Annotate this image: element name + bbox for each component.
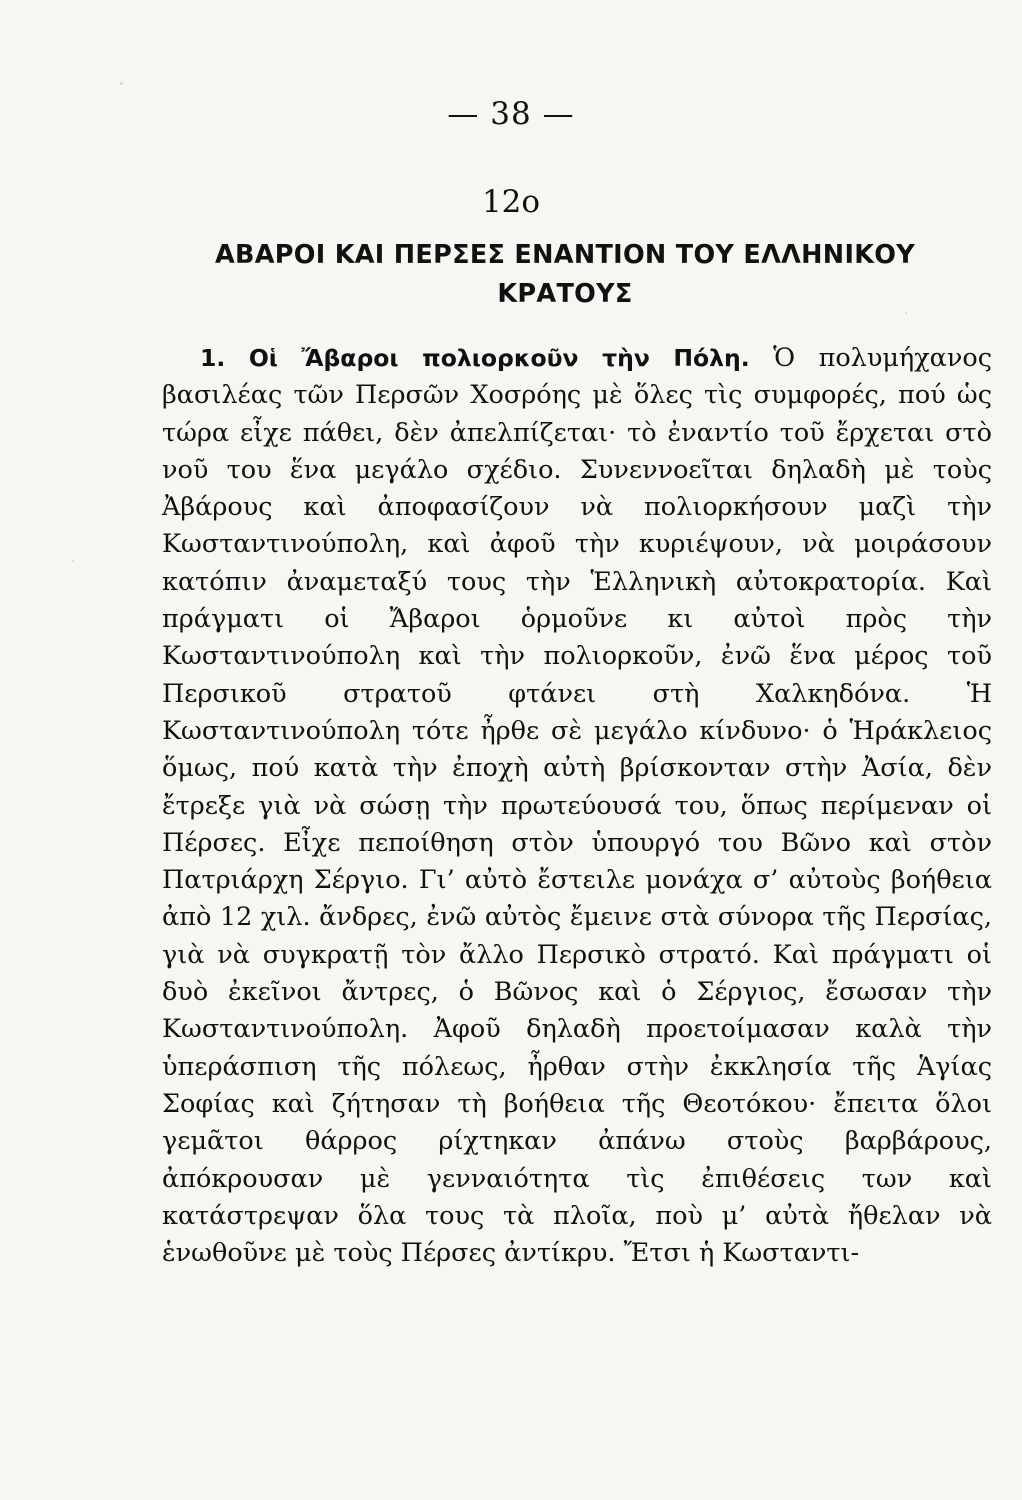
paper-speck: [120, 82, 123, 85]
section-heading: 1. Οἱ Ἄβαροι πολιορκοῦν τὴν Πόλη.: [200, 344, 750, 372]
paragraph-text: Ὁ πολυμήχανος βασιλέας τῶν Περσῶν Χοσρόης μὲ ὅλες τὶς συμφορές, πού ὡς τώρα εἶχε πάθει, δὲν ἀπελπίζεται· τὸ ἐναντίο τοῦ ἔρχεται στὸ νοῦ του ἕνα μεγάλο σχέδιο. Συνεννοεῖται δηλαδὴ μὲ τοὺς Ἀβάρους καὶ ἀποφασίζουν νὰ πολιορκήσουν μαζὶ τὴν Κωσταντινούπολη, καὶ ἀφοῦ τὴν κυριέψουν, νὰ μοιράσουν κατόπιν ἀναμεταξύ τους τὴν Ἑλληνικὴ αὐτοκρατορία. Καὶ πράγματι οἱ Ἄβαροι ὁρμοῦνε κι αὐτοὶ πρὸς τὴν Κωσταντινούπολη καὶ τὴν πολιορκοῦν, ἐνῶ ἕνα μέρος τοῦ Περσικοῦ στρατοῦ φτάνει στὴ Χαλκηδόνα. Ἡ Κωσταντινούπολη τότε ἦρθε σὲ μεγάλο κίνδυνο· ὁ Ἡράκλειος ὅμως, πού κατὰ τὴν ἐποχὴ αὐτὴ βρίσκονταν στὴν Ἀσία, δὲν ἔτρεξε γιὰ νὰ σώσῃ τὴν πρωτεύουσά του, ὅπως περίμεναν οἱ Πέρσες. Εἶχε πεποίθηση στὸν ὑπουργό του Βῶνο καὶ στὸν Πατριάρχη Σέργιο. Γι’ αὐτὸ ἔστειλε μονάχα σ’ αὐτοὺς βοήθεια ἀπὸ 12 χιλ. ἄνδρες, ἐνῶ αὐτὸς ἔμεινε στὰ σύνορα τῆς Περσίας, γιὰ νὰ συγκρατῇ τὸν ἄλλο Περσικὸ στρατό. Καὶ πράγματι οἱ δυὸ ἐκεῖνοι ἄντρες, ὁ Βῶνος καὶ ὁ Σέργιος, ἔσωσαν τὴν Κωσταντινούπολη. Ἀφοῦ δηλαδὴ προετοίμασαν καλὰ τὴν ὑπεράσπιση τῆς πόλεως, ἦρθαν στὴν ἐκκλησία τῆς Ἁγίας Σοφίας καὶ ζήτησαν τὴ βοήθεια τῆς Θεοτόκου· ἔπειτα ὅλοι γεμᾶτοι θάρρος ρίχτηκαν ἀπάνω στοὺς βαρβάρους, ἀπόκρουσαν μὲ γενναιότητα τὶς ἐπιθέσεις των καὶ κατάστρεψαν ὅλα τους τὰ πλοῖα, ποὺ μ’ αὐτὰ ἤθελαν νὰ ἑνωθοῦνε μὲ τοὺς Πέρσες ἀντίκρυ. Ἔτσι ἡ Κωσταντι-: [162, 343, 992, 1269]
page-number: — 38 —: [447, 96, 575, 132]
paper-speck: [72, 560, 74, 562]
body-paragraph: [162, 340, 992, 1272]
chapter-title: ΑΒΑΡΟΙ ΚΑΙ ΠΕΡΣΕΣ ΕΝΑΝΤΙΟΝ ΤΟΥ ΕΛΛΗΝΙΚΟΥ ΚΡΑΤΟΥΣ: [214, 240, 916, 309]
chapter-number: 12o: [481, 184, 541, 220]
